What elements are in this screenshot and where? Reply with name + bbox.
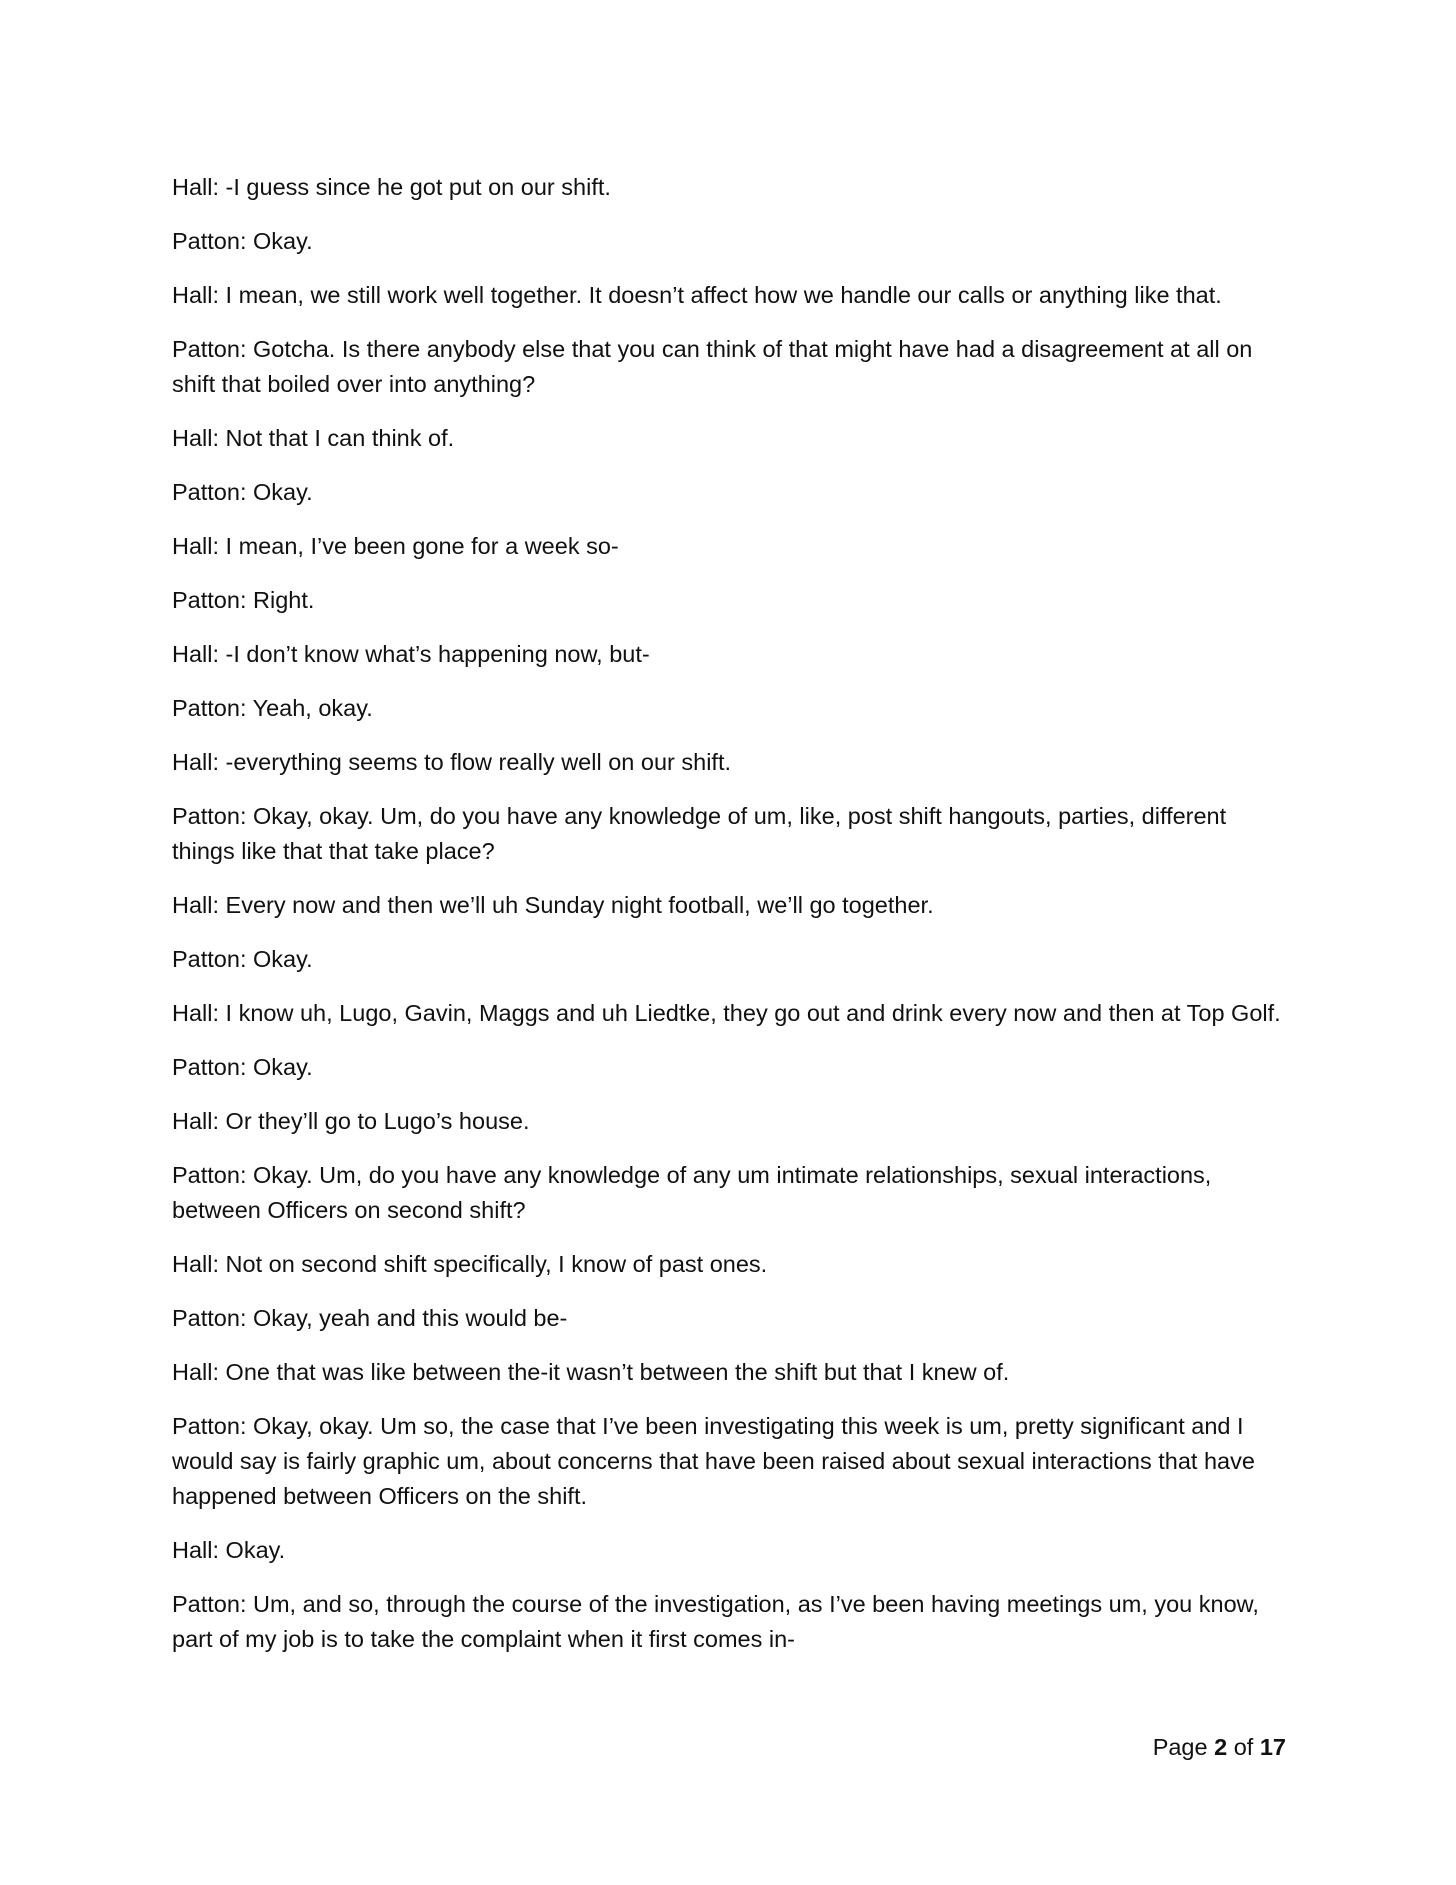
transcript-line: Patton: Okay, yeah and this would be-: [172, 1305, 568, 1331]
transcript-line: Patton: Okay.: [172, 479, 313, 505]
transcript-line: Hall: I know uh, Lugo, Gavin, Maggs and uh Liedtke, they go out and drink every now and then at Top Golf.: [172, 1000, 1281, 1026]
transcript-line: Hall: -I don’t know what’s happening now, but-: [172, 641, 650, 667]
transcript-line: Patton: Okay.: [172, 1054, 313, 1080]
transcript-line: Patton: Um, and so, through the course of the investigation, as I’ve been having meetings um, you know, part of my job is to take the complaint when it first comes in-: [172, 1591, 1259, 1652]
transcript-line: Patton: Right.: [172, 587, 315, 613]
current-page-number: 2: [1214, 1734, 1228, 1760]
transcript-line: Hall: -everything seems to flow really well on our shift.: [172, 749, 731, 775]
of-label: of: [1233, 1734, 1254, 1760]
transcript-line: Patton: Okay. Um, do you have any knowledge of any um intimate relationships, sexual interactions, between Officers on second shift?: [172, 1162, 1212, 1223]
transcript-line: Patton: Okay, okay. Um so, the case that I’ve been investigating this week is um, pretty significant and I would say is fairly graphic um, about concerns that have been raised about sexual interactions that have happened between Officers on the shift.: [172, 1413, 1255, 1509]
transcript-line: Hall: I mean, we still work well together. It doesn’t affect how we handle our calls or anything like that.: [172, 282, 1222, 308]
transcript-line: Hall: Not that I can think of.: [172, 425, 455, 451]
interview-transcript: [172, 170, 1292, 1676]
transcript-line: Hall: -I guess since he got put on our shift.: [172, 174, 611, 200]
transcript-line: Patton: Yeah, okay.: [172, 695, 373, 721]
transcript-line: Hall: One that was like between the-it wasn’t between the shift but that I knew of.: [172, 1359, 1010, 1385]
transcript-line: Patton: Gotcha. Is there anybody else that you can think of that might have had a disagreement at all on shift that boiled over into anything?: [172, 336, 1253, 397]
transcript-line: Patton: Okay, okay. Um, do you have any knowledge of um, like, post shift hangouts, parties, different things like that that take place?: [172, 803, 1227, 864]
transcript-line: Patton: Okay.: [172, 228, 313, 254]
transcript-line: Patton: Okay.: [172, 946, 313, 972]
transcript-line: Hall: I mean, I’ve been gone for a week so-: [172, 533, 619, 559]
transcript-line: Hall: Okay.: [172, 1537, 286, 1563]
transcript-line: Hall: Or they’ll go to Lugo’s house.: [172, 1108, 530, 1134]
transcript-line: Hall: Not on second shift specifically, I know of past ones.: [172, 1251, 768, 1277]
page-label: Page: [1152, 1734, 1208, 1760]
transcript-line: Hall: Every now and then we’ll uh Sunday night football, we’ll go together.: [172, 892, 934, 918]
total-page-count: 17: [1259, 1734, 1286, 1760]
page-number-footer: [1153, 1730, 1286, 1765]
